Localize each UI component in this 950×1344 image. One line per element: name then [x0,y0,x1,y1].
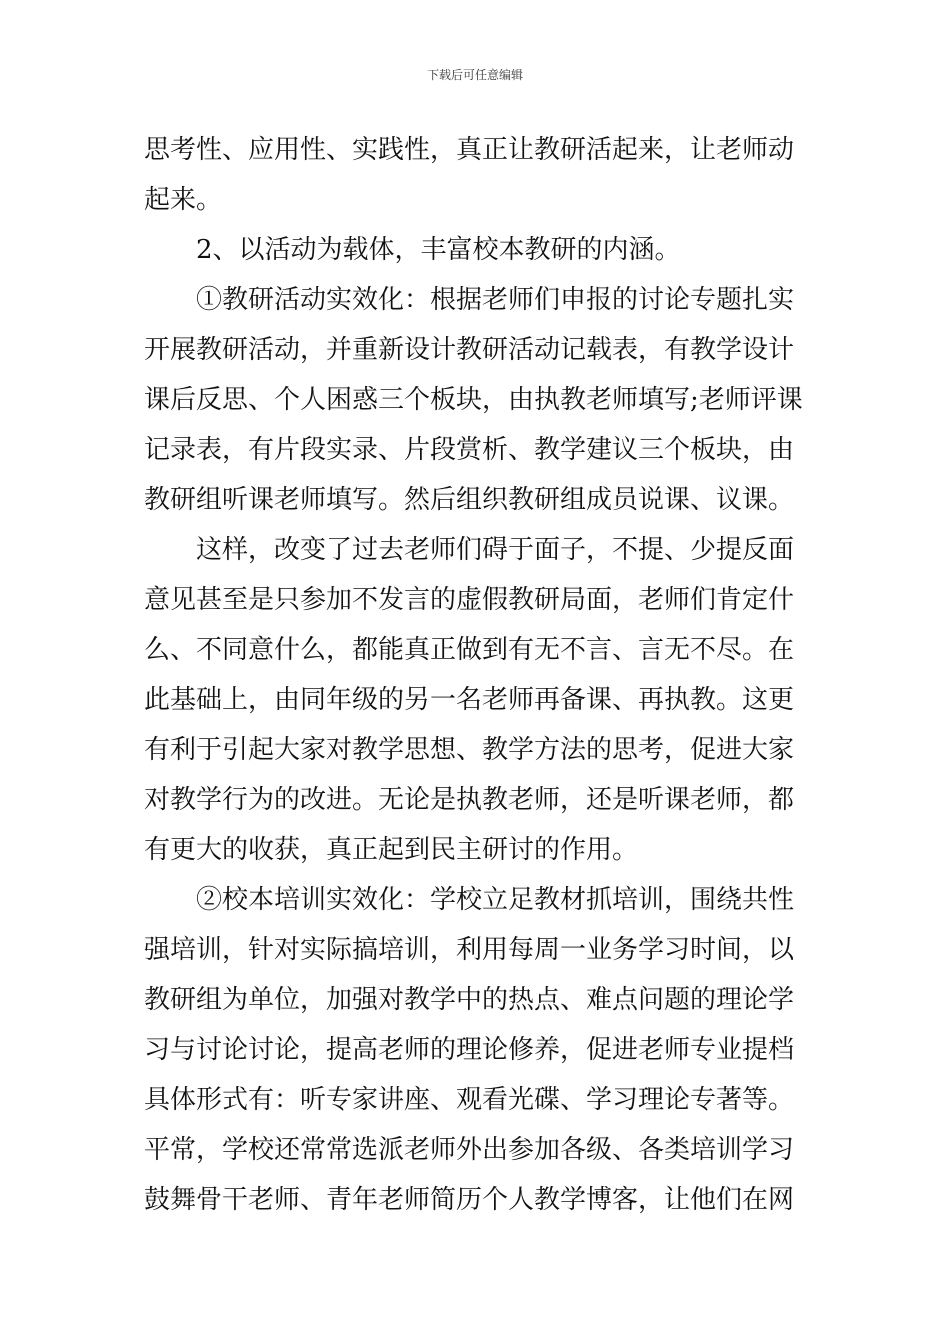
text-line: ①教研活动实效化：根据老师们申报的讨论专题扎实 [196,285,795,315]
text-line: 强培训，针对实际搞培训，利用每周一业务学习时间，以 [144,935,795,965]
text-line: 此基础上，由同年级的另一名老师再备课、再执教。这更 [144,685,795,715]
text-line: 具体形式有：听专家讲座、观看光碟、学习理论专著等。 [144,1085,795,1115]
text-line: 起来。 [144,185,223,215]
text-line: 鼓舞骨干老师、青年老师简历个人教学博客，让他们在网 [144,1185,795,1215]
text-line: 这样，改变了过去老师们碍于面子，不提、少提反面 [196,535,795,565]
text-line: 课后反思、个人困惑三个板块，由执教老师填写;老师评课 [144,385,803,415]
text-line: 教研组为单位，加强对教学中的热点、难点问题的理论学 [144,985,795,1015]
text-line: 平常，学校还常常选派老师外出参加各级、各类培训学习 [144,1135,795,1165]
text-line: 思考性、应用性、实践性，真正让教研活起来，让老师动 [144,135,795,165]
text-line: ②校本培训实效化：学校立足教材抓培训，围绕共性 [196,885,795,915]
document-body [144,125,809,1225]
text-line: 么、不同意什么，都能真正做到有无不言、言无不尽。在 [144,635,795,665]
page-header: 下载后可任意编辑 [426,68,523,82]
text-line: 习与讨论讨论，提高老师的理论修养，促进老师专业提档 [144,1035,795,1065]
text-line: 意见甚至是只参加不发言的虚假教研局面，老师们肯定什 [144,585,795,615]
text-line: 开展教研活动，并重新设计教研活动记载表，有教学设计 [144,335,795,365]
text-line: 对教学行为的改进。无论是执教老师，还是听课老师，都 [144,785,795,815]
text-line: 有利于引起大家对教学思想、教学方法的思考，促进大家 [144,735,795,765]
text-line: 2、以活动为载体，丰富校本教研的内涵。 [196,235,681,265]
text-line: 教研组听课老师填写。然后组织教研组成员说课、议课。 [144,485,795,515]
text-line: 有更大的收获，真正起到民主研讨的作用。 [144,835,639,865]
text-line: 记录表，有片段实录、片段赏析、教学建议三个板块，由 [144,435,795,465]
